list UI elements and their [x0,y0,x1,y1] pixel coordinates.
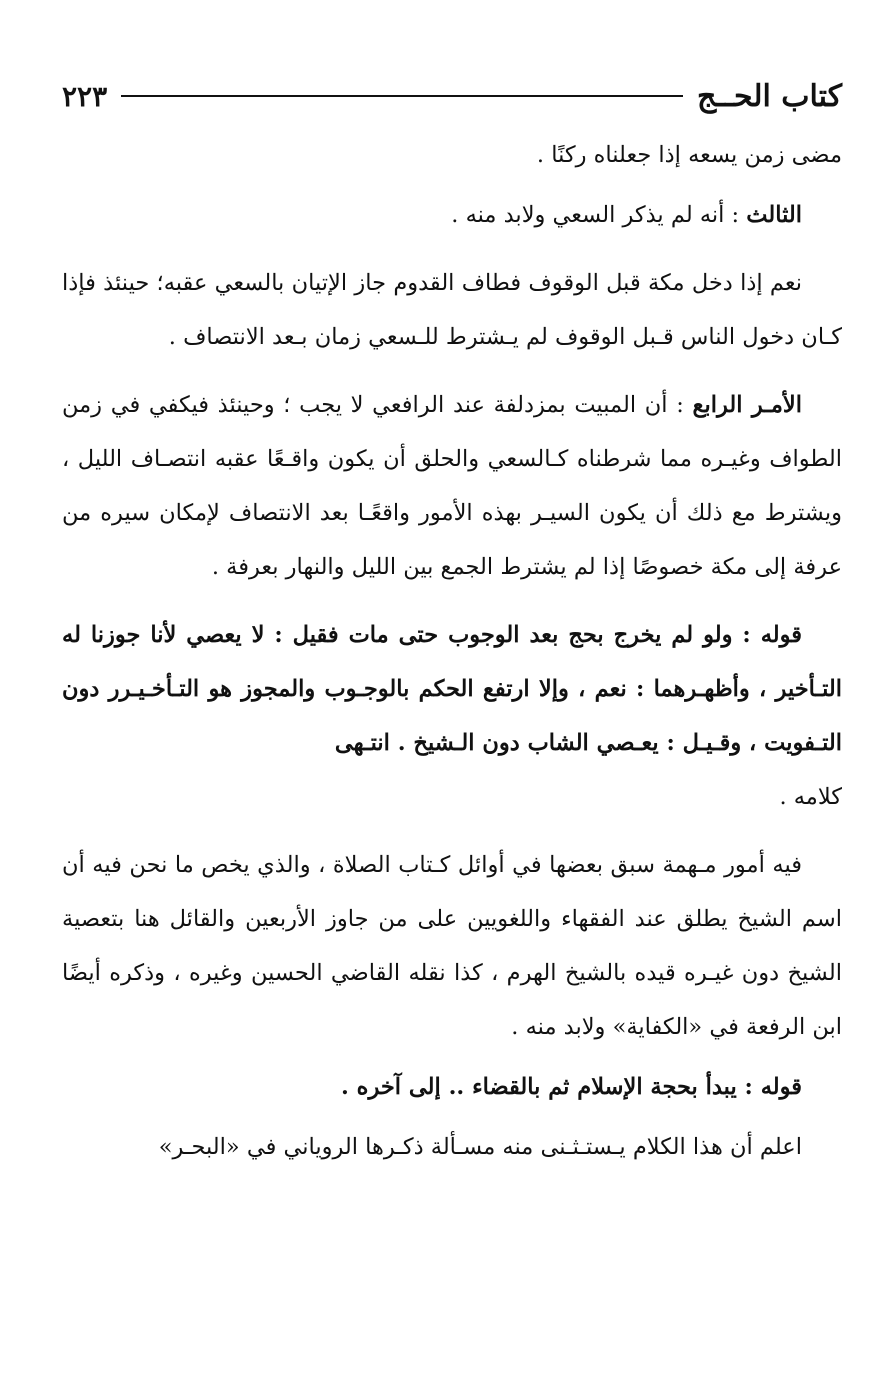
paragraph-8: اعلم أن هذا الكلام يـستـثـنى منه مسـألة ذكـرها الروياني في «البحـر» [158,1134,802,1160]
paragraph-4-lead: الأمـر الرابع [692,392,802,418]
header-rule [121,95,683,97]
paragraph-6: فيه أمور مـهمة سبق بعضها في أوائل كـتاب الصلاة ، والذي يخص ما نحن فيه أن اسم الشيخ يطلق عند الفقهاء واللغويين على من جاوز الأربعين والقائل هنا بتعصية الشيخ دون غيـره قيده بالشيخ الهرم ، كذا نقله القاضي الحسين وغيره ، وذكره أيضًا ابن الرفعة في «الكفاية» ولابد منه . [62,852,842,1040]
paragraph-1: مضى زمن يسعه إذا جعلناه ركنًا . [536,142,842,168]
paragraph-2-text: : أنه لم يذكر السعي ولابد منه . [451,202,740,228]
book-page [62,70,842,1174]
paragraph-4 [62,378,842,594]
paragraph-4-text: : أن المبيت بمزدلفة عند الرافعي لا يجب ؛ وحينئذ فيكفي في زمن الطواف وغيـره مما شرطناه كـالسعي والحلق أن يكون واقـعًا عقبه انتصـاف الليل ، ويشترط مع ذلك أن يكون السيـر بهذه الأمور واقعًـا بعد الانتصاف لإمكان سيره من عرفة إلى مكة خصوصًا إذا لم يشترط الجمع بين الليل والنهار بعرفة . [62,392,842,580]
page-number: ٢٢٣ [62,79,108,113]
paragraph-2 [62,188,842,242]
paragraph-3: نعم إذا دخل مكة قبل الوقوف فطاف القدوم جاز الإتيان بالسعي عقبه؛ حينئذ فإذا كـان دخول الناس قـبل الوقوف لم يـشترط للـسعي زمان بـعد الانتصاف . [62,270,842,350]
chapter-title: كتاب الحــج [697,78,842,114]
paragraph-7: قوله : يبدأ بحجة الإسلام ثم بالقضاء .. إلى آخره . [341,1074,802,1100]
paragraph-2-lead: الثالث [746,202,802,228]
paragraph-5-tail: كلامه . [779,784,842,810]
running-header [62,70,842,122]
paragraph-5: قوله : ولو لم يخرج بحج بعد الوجوب حتى مات فقيل : لا يعصي لأنا جوزنا له التـأخير ، وأظهـرهما : نعم ، وإلا ارتفع الحكم بالوجـوب والمجوز هو التـأخـيـرر دون التـفويت ، وقـيـل : يعـصي الشاب دون الـشيخ . انتـهى [62,622,842,756]
